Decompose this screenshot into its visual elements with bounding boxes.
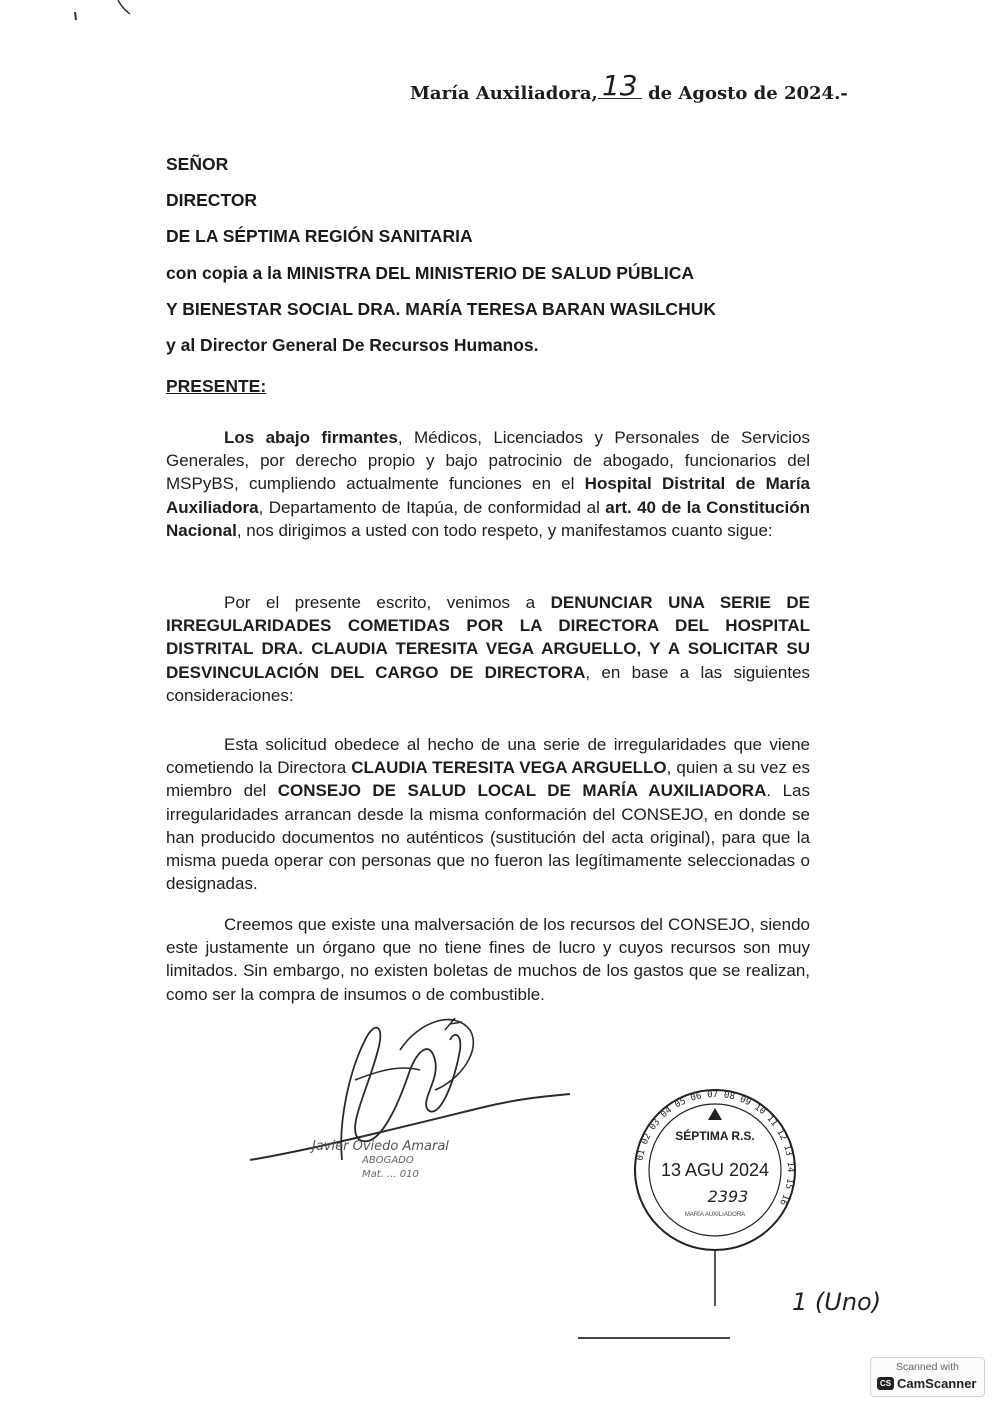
stamp-number: 2393 <box>707 1187 749 1206</box>
body-text: , Médicos, Licenciados y Personales de Servicios Generales, por derecho propio y bajo patrocinio de abogado, funcionarios del MSPyBS, cumpliendo actualmente funciones en el <box>166 428 810 494</box>
body-text: . Las irregularidades arrancan desde la misma conformación del CONSEJO, en donde se han producido documentos no auténticos (sustitución del acta original), para que la misma pueda operar con personas que no fueron las legítimamente seleccionadas o designadas. <box>166 781 810 894</box>
addressee-line: DE LA SÉPTIMA REGIÓN SANITARIA <box>166 226 473 247</box>
addressee-line: con copia a la MINISTRA DEL MINISTERIO DE SALUD PÚBLICA <box>166 262 694 283</box>
signature-caption <box>312 1140 492 1182</box>
paragraph-malversacion <box>166 913 810 1006</box>
addressee-line: SEÑOR <box>166 154 229 174</box>
bold-text: Los abajo firmantes <box>224 428 398 447</box>
corner-marks <box>60 0 150 40</box>
camscanner-icon: CS <box>877 1377 894 1390</box>
bold-text: Hospital Distrital de María Auxiliadora <box>166 474 811 517</box>
body-text: , nos dirigimos a usted con todo respeto, y manifestamos cuanto sigue: <box>236 520 773 540</box>
stamp-ring-numbers: 01 02 03 04 05 06 07 08 09 10 11 12 13 14 15 16 <box>635 1089 796 1207</box>
addressee-line: y al Director General De Recursos Humanos. <box>166 335 539 356</box>
body-text: , Departamento de Itapúa, de conformidad al <box>258 497 606 517</box>
handwritten-page-note <box>790 1278 900 1322</box>
date-place: María Auxiliadora, <box>410 83 598 104</box>
scanner-top-text: Scanned with <box>895 1361 960 1373</box>
camscanner-watermark <box>870 1357 985 1397</box>
body-text: Creemos que existe una malversación de los recursos del CONSEJO, siendo este justamente un órgano que no tiene fines de lucro y cuyos recursos son muy limitados. Sin embargo, no existen boletas de muchos de los gastos que se realizan, como ser la compra de insumos o de combustible. <box>166 915 810 1004</box>
addressee-line: DIRECTOR <box>166 190 258 211</box>
signer-registration: Mat. ... 010 <box>362 1169 419 1180</box>
paragraph-intro <box>166 426 810 542</box>
signer-name: Javier Oviedo Amaral <box>312 1139 449 1154</box>
signer-title: ABOGADO <box>362 1155 414 1166</box>
stamp-date: 13 AGU 2024 <box>660 1160 770 1180</box>
paragraph-irregularidades <box>166 733 810 895</box>
bold-text: art. 40 de la Constitución Nacional <box>166 497 810 540</box>
divider-line <box>578 1337 730 1339</box>
scanner-brand: CamScanner <box>897 1376 977 1391</box>
paragraph-denuncia <box>166 591 810 707</box>
presente-heading: PRESENTE: <box>166 376 267 396</box>
addressee-block <box>166 146 806 363</box>
stamp-sub: MARÍA AUXILIADORA <box>684 1212 746 1218</box>
body-text: Por el presente escrito, venimos a <box>224 593 551 612</box>
bold-text: CONSEJO DE SALUD LOCAL DE MARÍA AUXILIADORA <box>277 781 767 801</box>
body-text: , quien a su vez es miembro del <box>166 758 810 801</box>
stamp-org: SÉPTIMA R.S. <box>675 1129 755 1143</box>
bold-text: CLAUDIA TERESITA VEGA ARGUELLO <box>351 758 667 778</box>
reception-stamp <box>620 1078 810 1318</box>
page-note-text: 1 (Uno) <box>792 1288 882 1316</box>
date-day-handwritten: 13 <box>598 74 642 99</box>
date-rest: de Agosto de 2024.- <box>648 83 848 104</box>
body-text: , en base a las siguientes consideraciones: <box>166 662 810 705</box>
date-line <box>410 69 848 104</box>
bold-text: DENUNCIAR UNA SERIE DE IRREGULARIDADES COMETIDAS POR LA DIRECTORA DEL HOSPITAL DISTRITAL DRA. CLAUDIA TERESITA VEGA ARGUELLO, Y A SOLICITAR SU DESVINCULACIÓN DEL CARGO DE DIRECTORA <box>166 593 810 682</box>
addressee-line: Y BIENESTAR SOCIAL DRA. MARÍA TERESA BARAN WASILCHUK <box>166 298 716 319</box>
body-text: Esta solicitud obedece al hecho de una serie de irregularidades que viene cometiendo la Directora <box>166 735 810 778</box>
